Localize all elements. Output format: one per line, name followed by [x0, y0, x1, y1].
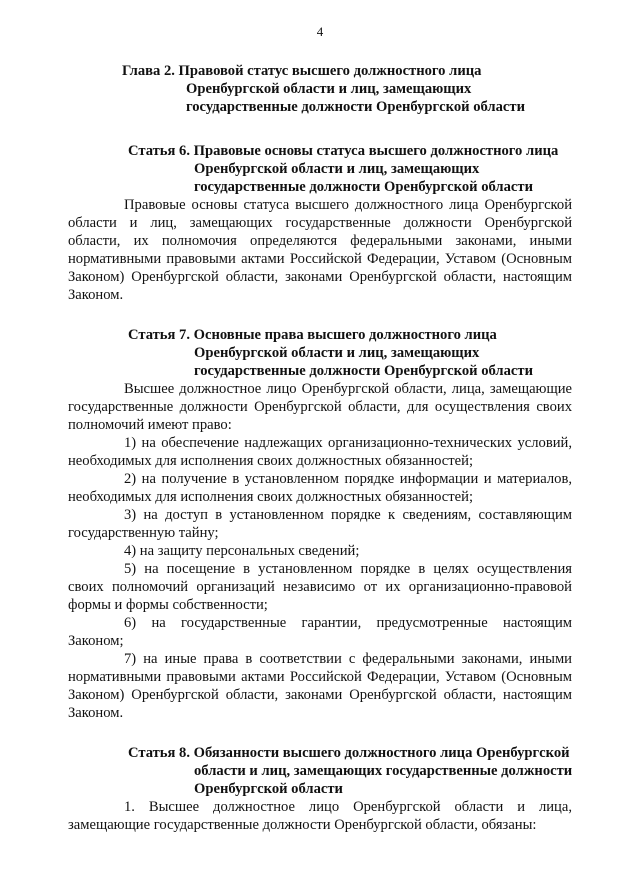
article-7-item-2: 2) на получение в установленном порядке информации и материалов, необходимых для исполнения своих должностных обязанностей;	[68, 471, 572, 505]
article-6-heading	[68, 142, 572, 196]
article-8-title-line-3: Оренбургской области	[194, 781, 343, 797]
chapter-2-heading	[68, 62, 572, 116]
article-7-intro: Высшее должностное лицо Оренбургской области, лица, замещающие государственные должности Оренбургской области, для осуществления своих полномочий имеют право:	[68, 381, 572, 433]
article-7-item-7: 7) на иные права в соответствии с федеральными законами, иными нормативными правовыми актами Российской Федерации, Уставом (Основным Законом) Оренбургской области, законами Оренбургской области, настоящим Законом.	[68, 651, 572, 721]
article-7-heading	[68, 326, 572, 380]
article-7-item-1: 1) на обеспечение надлежащих организационно-технических условий, необходимых для исполнения своих должностных обязанностей;	[68, 435, 572, 469]
article-6-title-line-1: Статья 6. Правовые основы статуса высшего должностного лица	[128, 143, 559, 159]
chapter-2-title-line-2: Оренбургской области и лиц, замещающих	[186, 81, 472, 97]
article-8-title-line-1: Статья 8. Обязанности высшего должностного лица Оренбургской	[128, 745, 570, 761]
article-6-title-line-3: государственные должности Оренбургской области	[194, 179, 533, 195]
article-7-item-4: 4) на защиту персональных сведений;	[124, 543, 360, 559]
page-number: 4	[316, 24, 324, 39]
chapter-2-title-line-1: Глава 2. Правовой статус высшего должностного лица	[122, 63, 482, 79]
article-8-title-line-2: области и лиц, замещающих государственные должности	[194, 763, 573, 779]
chapter-2-title-line-3: государственные должности Оренбургской области	[186, 99, 525, 115]
article-6-text: Правовые основы статуса высшего должностного лица Оренбургской области и лиц, замещающих государственные должности Оренбургской области, их полномочия определяются федеральными законами, иными нормативными правовыми актами Российской Федерации, Уставом (Основным Законом) Оренбургской области, законами Оренбургской области, настоящим Законом.	[68, 197, 572, 303]
article-6-title-line-2: Оренбургской области и лиц, замещающих	[194, 161, 480, 177]
article-8-heading	[68, 744, 572, 798]
article-7-item-5: 5) на посещение в установленном порядке в целях осуществления своих полномочий организаций независимо от их организационно-правовой формы и формы собственности;	[68, 561, 572, 613]
article-7-title-line-2: Оренбургской области и лиц, замещающих	[194, 345, 480, 361]
article-8-item-1: 1. Высшее должностное лицо Оренбургской области и лица, замещающие государственные должности Оренбургской области, обязаны:	[68, 799, 572, 833]
article-7-title-line-1: Статья 7. Основные права высшего должностного лица	[128, 327, 497, 343]
document-body	[68, 62, 572, 834]
article-7-title-line-3: государственные должности Оренбургской области	[194, 363, 533, 379]
article-7-item-3: 3) на доступ в установленном порядке к сведениям, составляющим государственную тайну;	[68, 507, 572, 541]
article-7-item-6: 6) на государственные гарантии, предусмотренные настоящим Законом;	[68, 615, 572, 649]
